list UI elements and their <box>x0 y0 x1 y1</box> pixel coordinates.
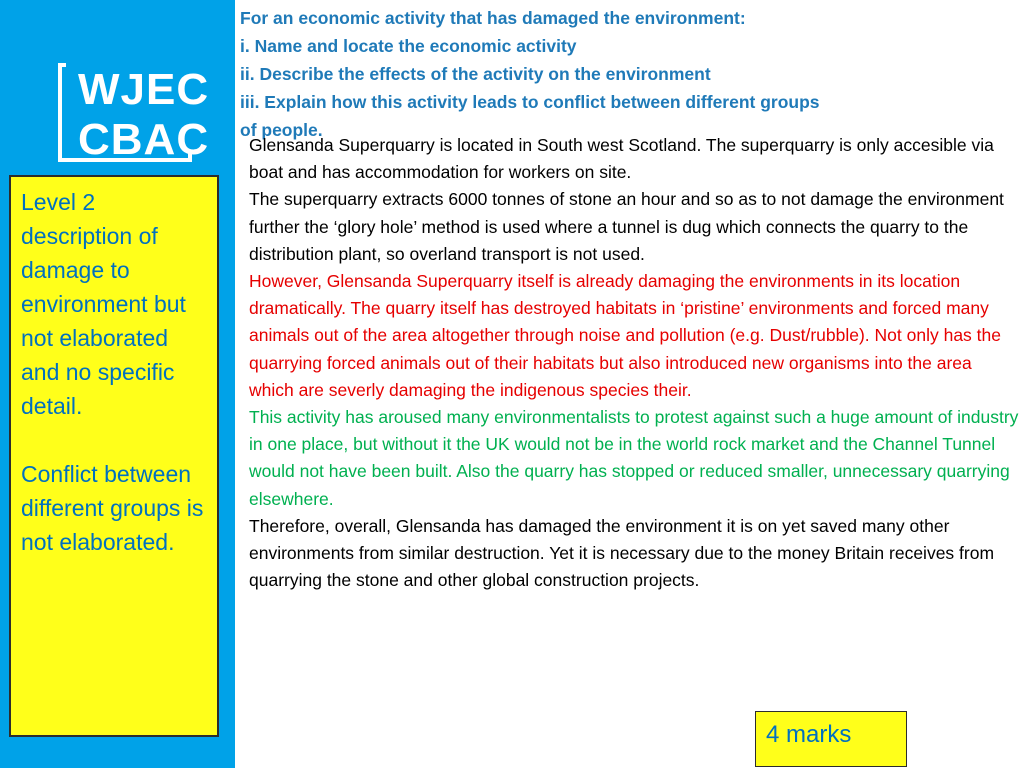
question-part-iii-continued: of people. <box>240 120 323 140</box>
answer-damage: However, Glensanda Superquarry itself is already damaging the environments in its location dramatically. The quarry itself has destroyed habitats in ‘pristine’ environments and forced many animals out of the area altogether through noise and pollution (e.g. Dust/rubble). Not only has the quarrying forced animals out of their habitats but also introduced new organisms into the area which are severly damaging the indigenous species their. <box>249 271 1001 400</box>
question-part-ii: ii. Describe the effects of the activity on the environment <box>240 64 711 84</box>
answer-location: Glensanda Superquarry is located in South west Scotland. The superquarry is only accesible via boat and has accommodation for workers on site. <box>249 135 994 183</box>
comment-conflict: Conflict between different groups is not elaborated. <box>21 461 204 555</box>
answer-conflict: This activity has aroused many environmentalists to protest against such a huge amount of industry in one place, but without it the UK would not be in the world rock market and the Channel Tunnel would not have been built. Also the quarry has stopped or reduced smaller, unnecessary quarrying elsewhere. <box>249 407 1019 509</box>
question-part-i: i. Name and locate the economic activity <box>240 36 577 56</box>
examiner-comment-box <box>9 175 219 737</box>
wjec-cbac-logo <box>40 55 210 170</box>
question-part-iii: iii. Explain how this activity leads to conflict between different groups <box>240 92 820 112</box>
marks-badge: 4 marks <box>755 711 907 767</box>
comment-damage: Level 2 description of damage to environment but not elaborated and no specific detail. <box>21 189 186 419</box>
student-answer <box>249 132 1019 594</box>
question-intro: For an economic activity that has damaged the environment: <box>240 8 746 28</box>
question-text <box>240 4 1020 144</box>
left-sidebar <box>0 0 235 768</box>
answer-extraction: The superquarry extracts 6000 tonnes of stone an hour and so as to not damage the environment further the ‘glory hole’ method is used where a tunnel is dug which connects the quarry to the distribution plant, so overland transport is not used. <box>249 189 1004 264</box>
answer-conclusion: Therefore, overall, Glensanda has damaged the environment it is on yet saved many other environments from similar destruction. Yet it is necessary due to the money Britain receives from quarrying the stone and other global construction projects. <box>249 515 995 591</box>
logo-text-cbac: CBAC <box>78 115 210 164</box>
logo-text-wjec: WJEC <box>78 65 210 114</box>
